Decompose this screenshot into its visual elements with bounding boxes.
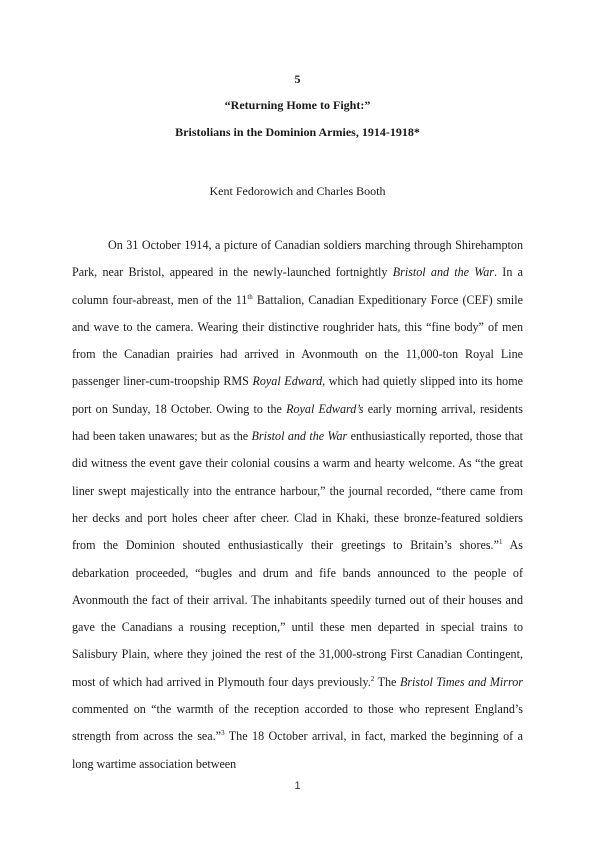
- body-text-run: commented on “the warmth of the reception accorded to those who represent England’s strength from across the sea.”: [72, 702, 523, 744]
- body-text-run: Battalion, Canadian Expeditionary Force (CEF) smile and wave to the camera. Wearing their distinctive roughrider hats, this “fine body” of men from the Canadian prairies had arrived in Avonmouth on the 11,000-ton Royal Line passenger liner-cum-troopship RMS: [72, 292, 523, 389]
- body-text-run: The 18 October arrival, in fact, marked the beginning of a long wartime association between: [72, 729, 523, 771]
- chapter-title-line-2: Bristolians in the Dominion Armies, 1914-1918*: [175, 125, 420, 139]
- body-text-run: The: [374, 674, 400, 689]
- body-text-run: , which had quietly slipped into its home port on Sunday, 18 October. Owing to the: [72, 374, 523, 416]
- page-number: 1: [294, 780, 301, 792]
- body-text-run: . In a column four-abreast, men of the 11: [72, 265, 523, 307]
- body-paragraph: [72, 232, 523, 778]
- italic-title-text: Royal Edward: [252, 374, 323, 389]
- footnote-marker: 1: [498, 538, 503, 547]
- body-text-run: enthusiastically reported, those that did witness the event gave their colonial cousins a warm and hearty welcome. As “the great liner swept majestically into the entrance harbour,” the journal recorded, “there came from her decks and port holes cheer after cheer. Clad in Khaki, these bronze-featured soldiers from the Dominion shouted enthusiastically their greetings to Britain’s shores.”: [72, 429, 523, 553]
- author-byline: Kent Fedorowich and Charles Booth: [209, 184, 386, 198]
- footnote-marker: 3: [221, 729, 225, 738]
- body-text-run: On 31 October 1914, a picture of Canadian soldiers marching through Shirehampton Park, near Bristol, appeared in the newly-launched fortnightly: [72, 238, 523, 280]
- chapter-number: 5: [294, 72, 301, 86]
- italic-title-text: Bristol Times and Mirror: [399, 674, 523, 689]
- body-text-run: As debarkation proceeded, “bugles and drum and fife bands announced to the people of Avonmouth the fact of their arrival. The inhabitants speedily turned out of their houses and gave the Canadians a rousing reception,” until these men departed in special trains to Salisbury Plain, where they joined the rest of the 31,000-strong First Canadian Contingent, most of which had arrived in Plymouth four days previously.: [72, 538, 523, 689]
- chapter-title-line-1: “Returning Home to Fight:”: [224, 98, 371, 112]
- italic-title-text: Bristol and the War: [251, 429, 348, 444]
- footnote-marker: th: [247, 292, 253, 301]
- footnote-marker: 2: [370, 674, 375, 683]
- body-text-run: early morning arrival, residents had been taken unawares; but as the: [72, 401, 523, 444]
- italic-title-text: Bristol and the War: [392, 265, 495, 280]
- italic-title-text: Royal Edward’s: [286, 401, 364, 416]
